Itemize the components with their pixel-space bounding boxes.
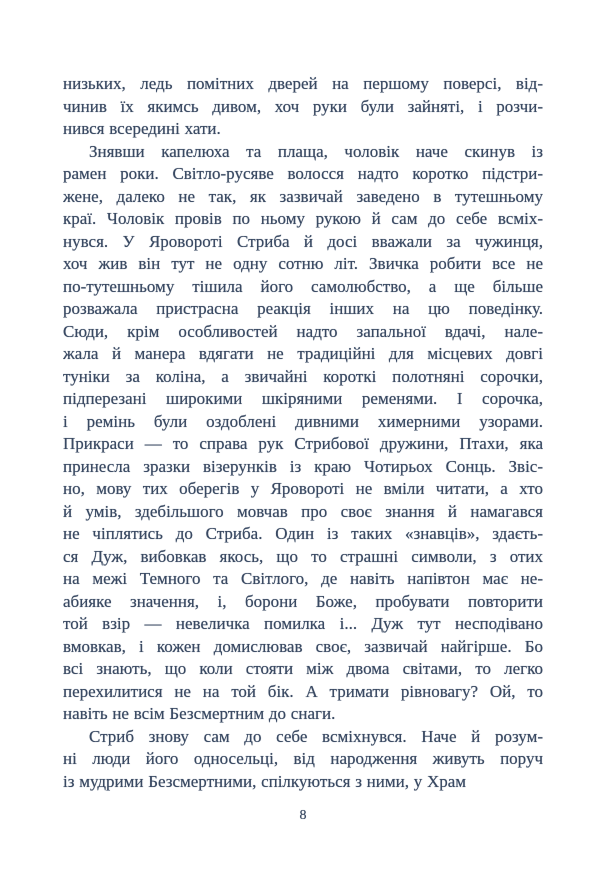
text-line: нився всередині хати. [63,119,221,138]
text-line: рамен роки. Світло-русяве волосся надто коротко підстри- [63,164,543,183]
text-line: жене, далеко не так, як зазвичай заведено в тутешньому [63,186,543,206]
text-line: чинив їх якимсь дивом, хоч руки були зайняті, і розчи- [63,96,543,116]
text-line: навіть не всім Безсмертним до снаги. [63,704,336,723]
text-line: той взір — невеличка помилка і... Дуж тут несподівано [63,614,543,633]
text-line: не чіплятись до Стриба. Один із таких «знавців», здаєть- [63,524,543,543]
text-line: всі знають, що коли стояти між двома світами, то легко [63,659,543,678]
text-line: жала й манера вдягати не традиційні для місцевих довгі [63,344,543,363]
text-line: Сюди, крім особливостей надто запальної вдачі, нале- [63,321,543,341]
text-line: Прикраси — то справа рук Стрибової дружини, Птахи, яка [63,434,543,453]
text-line: по-тутешньому тішила його самолюбство, а ще більше [63,276,543,296]
text-line: й умів, здебільшого мовчав про своє знання й намагався [63,501,543,521]
body-text [63,73,543,793]
paragraph [63,141,543,726]
text-line: із мудрими Безсмертними, спілкуються з ними, у Храм [63,771,467,791]
text-line: но, мову тих оберегів у Яровороті не вміли читати, а хто [63,479,543,498]
text-line: Стриб знову сам до себе всміхнувся. Наче й розум- [89,726,543,746]
text-line: підперезані широкими шкіряними ременями. І сорочка, [63,389,543,408]
text-line: на межі Темного та Світлого, де навіть напівтон має не- [63,569,543,588]
text-line: перехилитися не на той бік. А тримати рівновагу? Ой, то [63,681,543,701]
text-line: хоч жив він тут не одну сотню літ. Звичка робити все не [63,254,543,273]
paragraph [63,726,543,794]
paragraph [63,73,543,141]
text-line: низьких, ледь помітних дверей на першому поверсі, від- [63,74,543,93]
text-line: краї. Чоловік провів по ньому рукою й сам до себе всміх- [63,209,543,228]
text-line: і ремінь були оздоблені дивними химерними узорами. [63,411,543,431]
text-line: розважала пристрасна реакція інших на цю поведінку. [63,299,543,318]
text-line: абияке значення, і, борони Боже, пробувати повторити [63,591,543,611]
text-line: Знявши капелюха та плаща, чоловік наче скинув із [89,141,543,161]
text-line: ні люди його односельці, від народження живуть поруч [63,749,543,768]
page-number: 8 [299,808,307,823]
text-line: нувся. У Яровороті Стриба й досі вважали за чужинця, [63,231,543,251]
text-line: туніки за коліна, а звичайні короткі полотняні сорочки, [63,366,543,386]
text-line: принесла зразки візерунків із краю Чотирьох Сонць. Звіс- [63,456,543,476]
text-line: вмовкав, і кожен домислював своє, зазвичай найгірше. Бо [63,636,543,656]
text-line: ся Дуж, вибовкав якось, що то страшні символи, з отих [63,546,543,566]
